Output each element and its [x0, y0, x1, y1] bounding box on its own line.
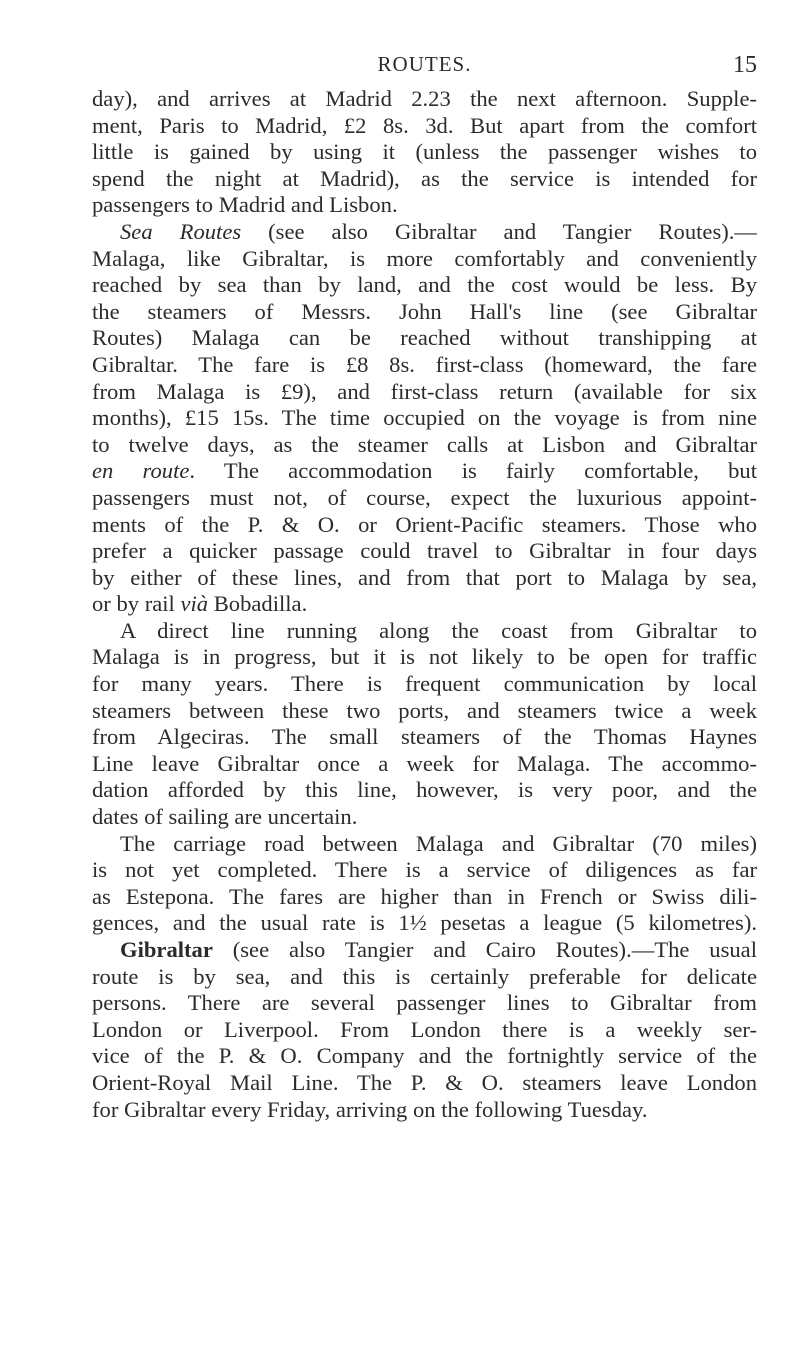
text-line: persons. There are several passenger lines to Gibraltar from — [92, 990, 757, 1016]
running-head: ROUTES. — [377, 52, 472, 76]
text-line: dates of sailing are uncertain. — [92, 804, 358, 830]
text-line: en route. The accommodation is fairly comfortable, but — [92, 458, 757, 484]
text-line: little is gained by using it (unless the passenger wishes to — [92, 139, 757, 165]
text-line: from Malaga is £9), and first-class return (available for six — [92, 378, 757, 404]
text-line: day), and arrives at Madrid 2.23 the next afternoon. Supple- — [92, 86, 757, 111]
text-line: spend the night at Madrid), as the service is intended for — [92, 165, 757, 191]
text-line: by either of these lines, and from that port to Malaga by sea, — [92, 564, 757, 590]
text-line: steamers between these two ports, and steamers twice a week — [92, 697, 757, 723]
text-line: to twelve days, as the steamer calls at Lisbon and Gibraltar — [92, 431, 757, 457]
text-line: Line leave Gibraltar once a week for Malaga. The accommo- — [92, 750, 757, 776]
text-line: passengers must not, of course, expect the luxurious appoint- — [92, 484, 757, 510]
text-line: The carriage road between Malaga and Gibraltar (70 miles) — [120, 830, 757, 856]
text-line: for many years. There is frequent communication by local — [92, 671, 757, 697]
page-header — [92, 52, 757, 80]
text-line: London or Liverpool. From London there is a weekly ser- — [92, 1016, 757, 1042]
text-line: route is by sea, and this is certainly preferable for delicate — [92, 963, 757, 989]
text-line: Sea Routes (see also Gibraltar and Tangier Routes).— — [120, 218, 757, 244]
text-line: Malaga, like Gibraltar, is more comfortably and conveniently — [92, 245, 757, 271]
text-line: gences, and the usual rate is 1½ pesetas a league (5 kilometres). — [92, 910, 757, 936]
text-line: reached by sea than by land, and the cost would be less. By — [92, 272, 757, 298]
text-line: as Estepona. The fares are higher than in French or Swiss dili- — [92, 883, 757, 909]
text-line: from Algeciras. The small steamers of the Thomas Haynes — [92, 724, 757, 750]
text-line: Malaga is in progress, but it is not likely to be open for traffic — [92, 644, 757, 670]
text-line: is not yet completed. There is a service of diligences as far — [92, 857, 757, 883]
page-number: 15 — [733, 52, 757, 78]
text-line: Gibraltar (see also Tangier and Cairo Routes).—The usual — [120, 937, 757, 962]
text-line: ment, Paris to Madrid, £2 8s. 3d. But apart from the comfort — [92, 112, 757, 138]
text-line: Routes) Malaga can be reached without transhipping at — [92, 325, 757, 351]
text-line: dation afforded by this line, however, is very poor, and the — [92, 777, 757, 803]
text-line: Gibraltar. The fare is £8 8s. first-class (homeward, the fare — [92, 351, 757, 377]
text-line: ments of the P. & O. or Orient-Pacific steamers. Those who — [92, 511, 757, 537]
text-line: Orient-Royal Mail Line. The P. & O. steamers leave London — [92, 1069, 757, 1095]
text-line: the steamers of Messrs. John Hall's line (see Gibraltar — [92, 298, 757, 324]
page-body — [92, 86, 757, 1123]
text-line: for Gibraltar every Friday, arriving on the following Tuesday. — [92, 1096, 648, 1122]
text-line: months), £15 15s. The time occupied on the voyage is from nine — [92, 405, 757, 431]
text-line: vice of the P. & O. Company and the fortnightly service of the — [92, 1043, 757, 1069]
text-line: or by rail vià Bobadilla. — [92, 591, 308, 617]
text-line: prefer a quicker passage could travel to Gibraltar in four days — [92, 538, 757, 564]
text-line: passengers to Madrid and Lisbon. — [92, 192, 398, 218]
text-line: A direct line running along the coast from Gibraltar to — [120, 617, 757, 643]
